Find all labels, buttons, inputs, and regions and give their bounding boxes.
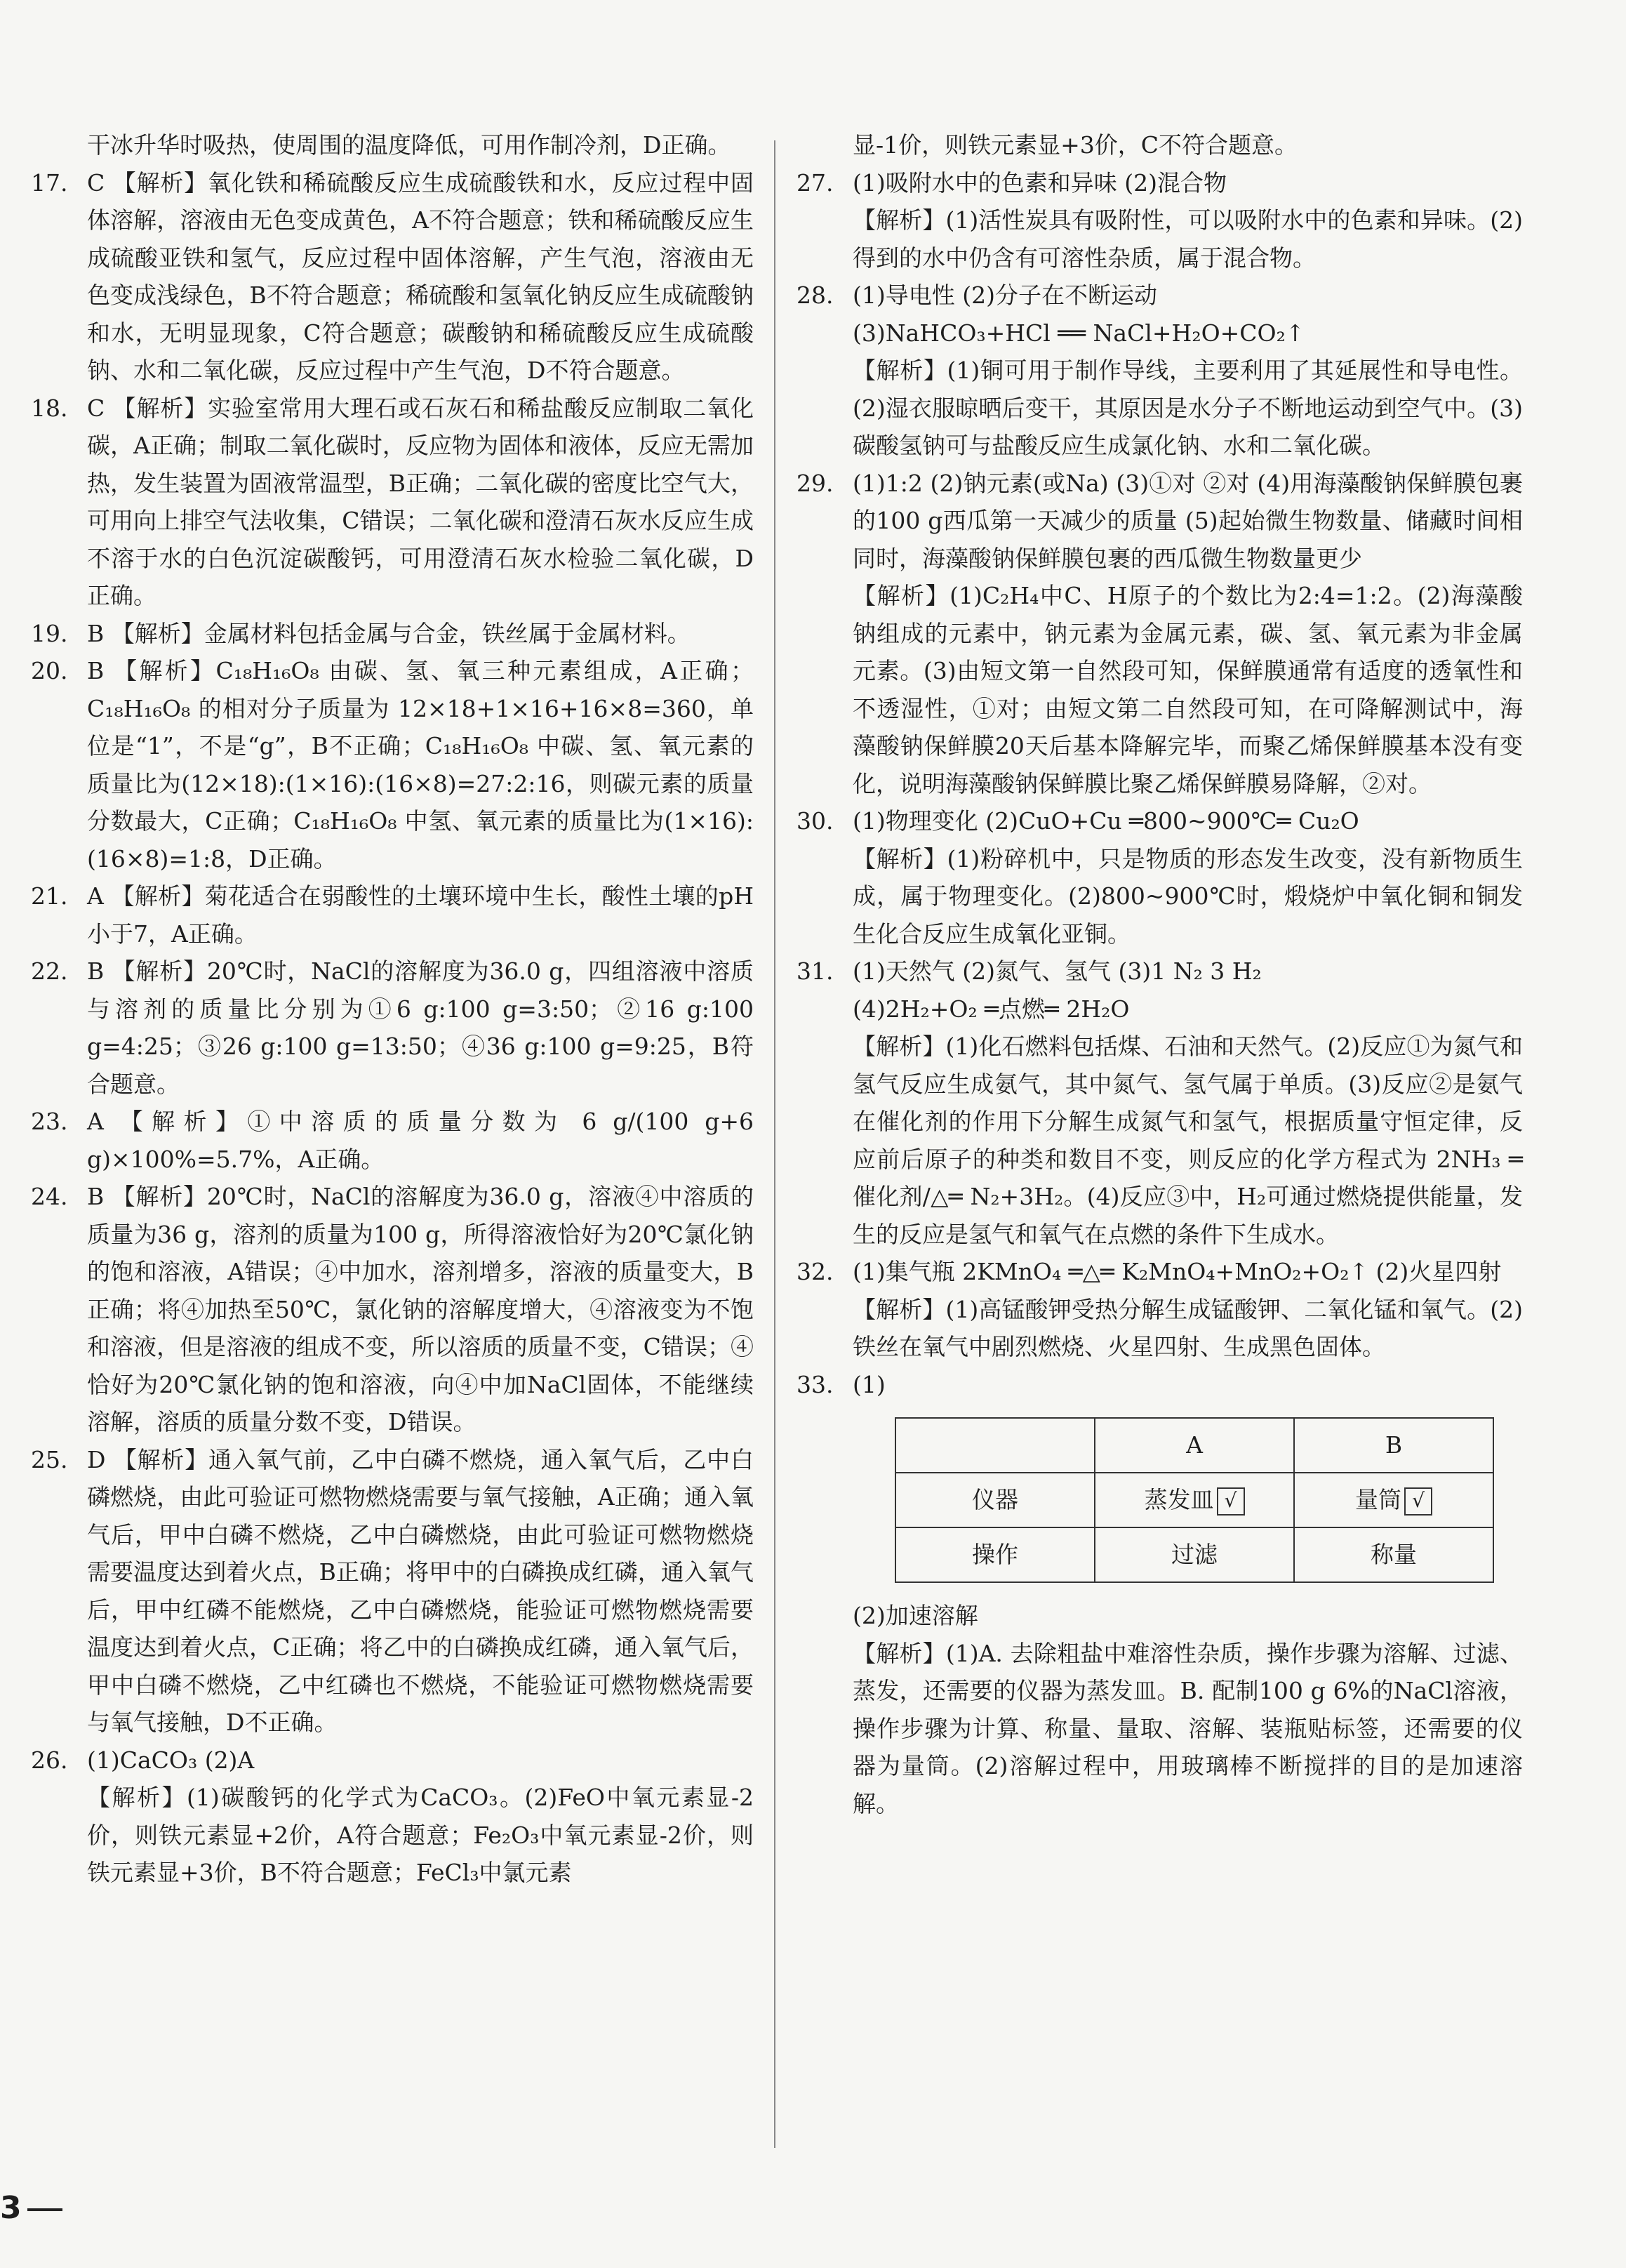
question-number: 24. (31, 1183, 68, 1210)
question-number: 19. (31, 619, 68, 647)
answer-text: (1)集气瓶 2KMnO₄ ═△═ K₂MnO₄+MnO₂+O₂↑ (2)火星四射 (853, 1258, 1502, 1285)
answer-item (31, 164, 754, 390)
question-number: 22. (31, 957, 68, 985)
page-number-dash (27, 2208, 62, 2211)
table-cell-text: 蒸发皿 (1144, 1486, 1214, 1514)
question-number: 20. (31, 657, 68, 684)
answer-text: (1)CaCO₃ (2)A (87, 1746, 255, 1774)
answer-text: (4)2H₂+O₂ ═点燃═ 2H₂O (853, 995, 1130, 1023)
answer-item (797, 126, 1523, 164)
question-number: 31. (797, 957, 834, 985)
answer-item (797, 164, 1523, 202)
answer-text: (3)NaHCO₃+HCl ══ NaCl+H₂O+CO₂↑ (853, 319, 1305, 347)
answer-item (797, 465, 1523, 578)
answer-text: 【解析】(1)铜可用于制作导线，主要利用了其延展性和导电性。(2)湿衣服晾晒后变干，其原因是水分子不断地运动到空气中。(3)碳酸氢钠可与盐酸反应生成氯化钠、水和二氧化碳。 (853, 357, 1523, 459)
answer-text: C 【解析】氧化铁和稀硫酸反应生成硫酸铁和水，反应过程中固体溶解，溶液由无色变成黄色，A不符合题意；铁和稀硫酸反应生成硫酸亚铁和氢气，反应过程中固体溶解，产生气泡，溶液由无色变成浅绿色，B不符合题意；稀硫酸和氢氧化钠反应生成硫酸钠和水，无明显现象，C符合题意；碳酸钠和稀硫酸反应生成硫酸钠、水和二氧化碳，反应过程中产生气泡，D不符合题意。 (87, 168, 754, 384)
answer-text: B 【解析】C₁₈H₁₆O₈ 由碳、氢、氧三种元素组成，A正确；C₁₈H₁₆O₈ 的相对分子质量为 12×18+1×16+16×8=360，单位是“1”，不是“g”，B不正确；C₁₈H₁₆O₈ 中碳、氢、氧元素的质量比为(12×18):(1×16):(16×8)=27:2:16，则碳元素的质量分数最大，C正确；C₁₈H₁₆O₈ 中氢、氧元素的质量比为(1×16):(16×8)=1:8，D正确。 (87, 657, 754, 873)
answer-text: 【解析】(1)活性炭具有吸附性，可以吸附水中的色素和异味。(2)得到的水中仍含有可溶性杂质，属于混合物。 (853, 206, 1523, 272)
table-cell-text: 量筒 (1355, 1486, 1401, 1514)
answer-text: (1)1:2 (2)钠元素(或Na) (3)①对 ②对 (4)用海藻酸钠保鲜膜包裹的100 g西瓜第一天减少的质量 (5)起始微生物数量、储藏时间相同时，海藻酸钠保鲜膜包裹的西瓜微生物数量更少 (853, 469, 1523, 572)
answer-item (797, 953, 1523, 990)
answer-text: (1)导电性 (2)分子在不断运动 (853, 281, 1157, 309)
table-cell: 称量 (1294, 1527, 1493, 1582)
answer-text: A 【解析】①中溶质的质量分数为 6 g/(100 g+6 g)×100%=5.7%，A正确。 (87, 1108, 754, 1173)
answer-item (31, 1103, 754, 1178)
answer-text: 【解析】(1)高锰酸钾受热分解生成锰酸钾、二氧化锰和氧气。(2)铁丝在氧气中剧烈燃烧、火星四射、生成黑色固体。 (853, 1295, 1523, 1360)
answer-item (31, 126, 754, 164)
question-number: 29. (797, 469, 834, 497)
answer-text: 【解析】(1)化石燃料包括煤、石油和天然气。(2)反应①为氮气和氢气反应生成氨气，其中氮气、氢气属于单质。(3)反应②是氨气在催化剂的作用下分解生成氮气和氢气，根据质量守恒定律，反应前后原子的种类和数目不变，则反应的化学方程式为 2NH₃ ═催化剂/△═ N₂+3H₂。(4)反应③中，H₂可通过燃烧提供能量，发生的反应是氢气和氧气在点燃的条件下生成水。 (853, 1033, 1523, 1248)
table-row (895, 1527, 1493, 1582)
answer-item (797, 277, 1523, 314)
table-cell (1095, 1473, 1294, 1527)
answer-item (797, 1291, 1523, 1366)
answer-text: (1) (853, 1370, 886, 1398)
answer-item (31, 1178, 754, 1441)
table-header-cell (895, 1418, 1095, 1473)
check-mark-icon: √ (1404, 1487, 1432, 1516)
question-number: 30. (797, 807, 834, 835)
question-number: 27. (797, 168, 834, 197)
check-mark-icon: √ (1217, 1487, 1245, 1516)
answer-text: 【解析】(1)C₂H₄中C、H原子的个数比为2:4=1:2。(2)海藻酸钠组成的元素中，钠元素为金属元素，碳、氢、氧元素为非金属元素。(3)由短文第一自然段可知，保鲜膜通常有适度的透氧性和不透湿性，①对；由短文第二自然段可知，在可降解测试中，海藻酸钠保鲜膜20天后基本降解完毕，而聚乙烯保鲜膜基本没有变化，说明海藻酸钠保鲜膜比聚乙烯保鲜膜易降解，②对。 (853, 582, 1523, 797)
left-column (31, 126, 754, 1892)
answer-item (797, 1253, 1523, 1291)
question-number: 21. (31, 882, 68, 910)
table-cell: 仪器 (895, 1473, 1095, 1527)
question-number: 32. (797, 1258, 834, 1285)
answer-text: B 【解析】20℃时，NaCl的溶解度为36.0 g，四组溶液中溶质与溶剂的质量比分别为①6 g:100 g=3:50；②16 g:100 g=4:25；③26 g:100 g=13:50；④36 g:100 g=9:25，B符合题意。 (87, 957, 754, 1098)
answer-item (797, 577, 1523, 802)
answer-item (797, 1366, 1523, 1404)
answer-item (797, 352, 1523, 465)
question-number: 17. (31, 168, 68, 197)
answer-item (31, 953, 754, 1103)
question-number: 26. (31, 1746, 68, 1774)
answer-text: (1)吸附水中的色素和异味 (2)混合物 (853, 168, 1227, 197)
right-column (797, 126, 1523, 1822)
answer-item (797, 1597, 1523, 1635)
question-number: 28. (797, 281, 834, 309)
answer-text: C 【解析】实验室常用大理石或石灰石和稀盐酸反应制取二氧化碳，A正确；制取二氧化碳时，反应物为固体和液体，反应无需加热，发生装置为固液常温型，B正确；二氧化碳的密度比空气大，可用向上排空气法收集，C错误；二氧化碳和澄清石灰水反应生成不溶于水的白色沉淀碳酸钙，可用澄清石灰水检验二氧化碳，D正确。 (87, 394, 754, 609)
table-cell (1294, 1473, 1493, 1527)
table-row (895, 1418, 1493, 1473)
answer-text: 【解析】(1)碳酸钙的化学式为CaCO₃。(2)FeO中氧元素显-2价，则铁元素显+2价，A符合题意；Fe₂O₃中氧元素显-2价，则铁元素显+3价，B不符合题意；FeCl₃中氯元素 (87, 1784, 754, 1886)
answer-text: 干冰升华时吸热，使周围的温度降低，可用作制冷剂，D正确。 (87, 131, 731, 159)
question-number: 18. (31, 394, 68, 422)
answer-item (31, 1441, 754, 1742)
answer-text: A 【解析】菊花适合在弱酸性的土壤环境中生长，酸性土壤的pH小于7，A正确。 (87, 882, 754, 948)
answer-item (31, 390, 754, 615)
page-number-text: 3 (0, 2190, 22, 2226)
table-cell: 过滤 (1095, 1527, 1294, 1582)
question-number: 33. (797, 1370, 834, 1398)
answer-item (31, 877, 754, 953)
table-header-cell: B (1294, 1418, 1493, 1473)
answer-text: B 【解析】20℃时，NaCl的溶解度为36.0 g，溶液④中溶质的质量为36 g，溶剂的质量为100 g，所得溶液恰好为20℃氯化钠的饱和溶液，A错误；④中加水，溶剂增多，溶液的质量变大，B正确；将④加热至50℃，氯化钠的溶解度增大，④溶液变为不饱和溶液，但是溶液的组成不变，所以溶质的质量不变，C错误；④恰好为20℃氯化钠的饱和溶液，向④中加NaCl固体，不能继续溶解，溶质的质量分数不变，D错误。 (87, 1183, 754, 1435)
answer-item (797, 314, 1523, 352)
answer-item (797, 802, 1523, 840)
answer-text: 【解析】(1)粉碎机中，只是物质的形态发生改变，没有新物质生成，属于物理变化。(2)800~900℃时，煅烧炉中氧化铜和铜发生化合反应生成氧化亚铜。 (853, 844, 1523, 948)
answer-item (797, 990, 1523, 1028)
table-row (895, 1473, 1493, 1527)
column-divider (774, 140, 775, 2148)
table-cell: 操作 (895, 1527, 1095, 1582)
answer-text: (2)加速溶解 (853, 1602, 978, 1629)
answer-item (31, 652, 754, 877)
answer-item (31, 1742, 754, 1779)
answer-item (797, 201, 1523, 277)
answer-text: 【解析】(1)A. 去除粗盐中难溶性杂质，操作步骤为溶解、过滤、蒸发，还需要的仪器为蒸发皿。B. 配制100 g 6%的NaCl溶液，操作步骤为计算、称量、量取、溶解、装瓶贴标签，还需要的仪器为量筒。(2)溶解过程中，用玻璃棒不断搅拌的目的是加速溶解。 (853, 1639, 1523, 1817)
table-header-cell: A (1095, 1418, 1294, 1473)
experiment-table (895, 1417, 1494, 1583)
answer-item (31, 615, 754, 653)
question-number: 25. (31, 1445, 68, 1473)
question-number: 23. (31, 1108, 68, 1135)
answer-text: (1)天然气 (2)氮气、氢气 (3)1 N₂ 3 H₂ (853, 957, 1262, 985)
page-number (0, 2190, 62, 2226)
answer-text: (1)物理变化 (2)CuO+Cu ═800~900℃═ Cu₂O (853, 807, 1359, 835)
answer-item (797, 1635, 1523, 1823)
answer-text: B 【解析】金属材料包括金属与合金，铁丝属于金属材料。 (87, 619, 691, 647)
answer-text: D 【解析】通入氧气前，乙中白磷不燃烧，通入氧气后，乙中白磷燃烧，由此可验证可燃物燃烧需要与氧气接触，A正确；通入氧气后，甲中白磷不燃烧，乙中白磷燃烧，由此可验证可燃物燃烧需要温度达到着火点，B正确；将甲中的白磷换成红磷，通入氧气后，甲中红磷不能燃烧，乙中白磷燃烧，能验证可燃物燃烧需要温度达到着火点，C正确；将乙中的白磷换成红磷，通入氧气后，甲中白磷不燃烧，乙中红磷也不燃烧，不能验证可燃物燃烧需要与氧气接触，D不正确。 (87, 1445, 754, 1736)
answer-text: 显-1价，则铁元素显+3价，C不符合题意。 (853, 131, 1298, 159)
answer-item (797, 1028, 1523, 1253)
answer-item (31, 1779, 754, 1892)
answer-item (797, 840, 1523, 953)
